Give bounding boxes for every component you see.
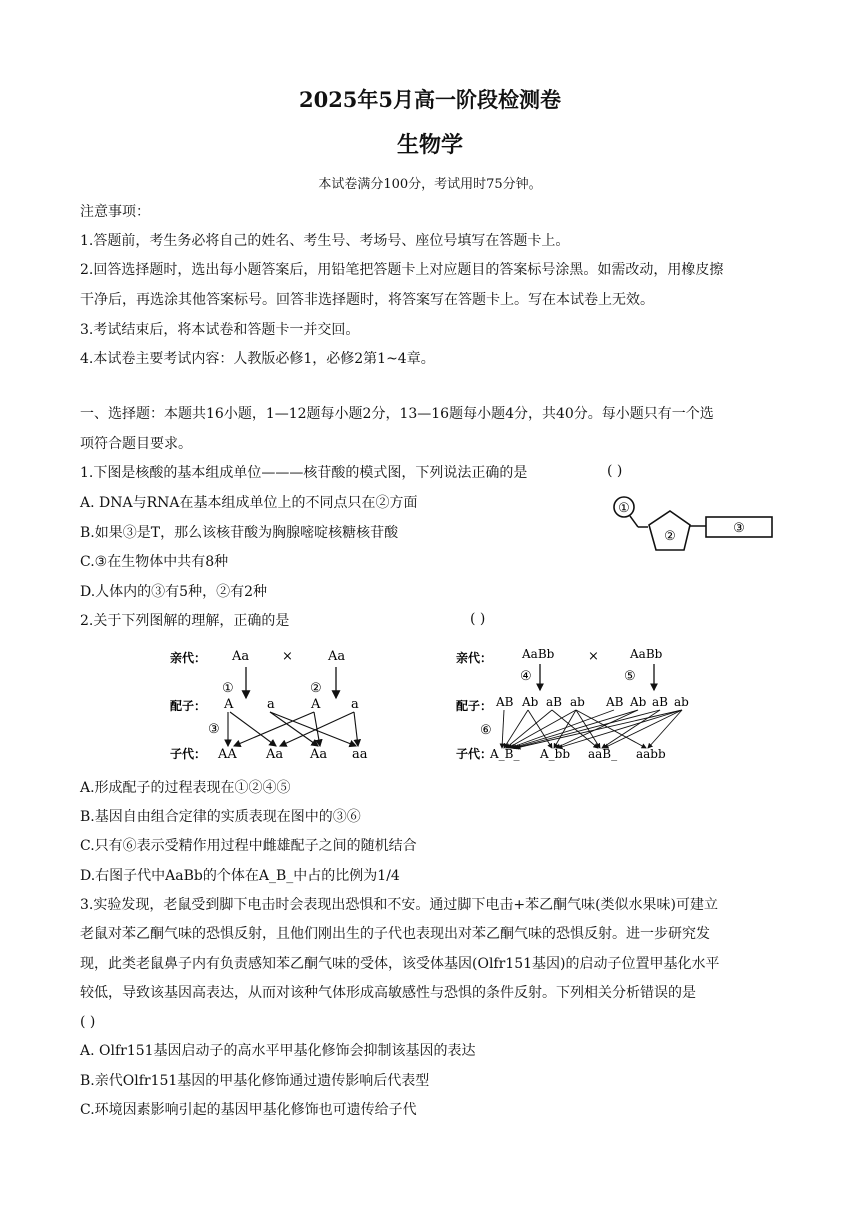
- q3-option-b: B.亲代Olfr151基因的甲基化修饰通过遗传影响后代表型: [80, 1073, 430, 1089]
- svg-text:Aa: Aa: [310, 747, 328, 762]
- svg-text:配子：: 配子：: [456, 699, 493, 713]
- q3-stem-line: 较低，导致该基因高表达，从而对该种气体形成高敏感性与恐惧的条件反射。下列相关分析错误的是: [80, 985, 696, 1001]
- svg-text:ab: ab: [674, 695, 689, 709]
- svg-text:Ab: Ab: [522, 695, 539, 709]
- q3-stem-line: 3.实验发现，老鼠受到脚下电击时会表现出恐惧和不安。通过脚下电击+苯乙酮气味(类似水果味)可建立: [80, 897, 719, 913]
- sugar-label: ②: [664, 529, 676, 544]
- q3-option-a: A. Olfr151基因启动子的高水平甲基化修饰会抑制该基因的表达: [80, 1043, 476, 1059]
- svg-text:Aa: Aa: [328, 649, 346, 664]
- exam-title: 2025年5月高一阶段检测卷: [298, 87, 562, 112]
- svg-text:a: a: [267, 697, 275, 712]
- notice-heading: 注意事项：: [80, 204, 150, 220]
- svg-text:AA: AA: [218, 747, 237, 762]
- q3-answer-paren: ( ): [80, 1014, 96, 1030]
- q2-option-c: C.只有⑥表示受精作用过程中雌雄配子之间的随机结合: [80, 838, 417, 854]
- svg-text:Aa: Aa: [266, 747, 284, 762]
- svg-text:AB: AB: [606, 695, 624, 709]
- exam-info: 本试卷满分100分，考试用时75分钟。: [318, 177, 542, 192]
- svg-text:Ab: Ab: [630, 695, 647, 709]
- svg-text:子代：: 子代：: [170, 747, 207, 761]
- svg-text:aa: aa: [352, 747, 368, 762]
- phosphate-label: ①: [618, 501, 630, 516]
- notice-item: 4.本试卷主要考试内容：人教版必修1，必修2第1~4章。: [80, 351, 435, 367]
- svg-text:③: ③: [208, 722, 220, 737]
- svg-text:子代：: 子代：: [456, 747, 493, 761]
- subject-title: 生物学: [396, 132, 463, 158]
- svg-text:配子：: 配子：: [170, 699, 207, 713]
- notice-item: 3.考试结束后，将本试卷和答题卡一并交回。: [80, 322, 360, 338]
- q1-option-d: D.人体内的③有5种，②有2种: [80, 584, 267, 600]
- q3-option-c: C.环境因素影响引起的基因甲基化修饰也可遗传给子代: [80, 1102, 417, 1118]
- svg-text:a: a: [351, 697, 359, 712]
- q1-option-a: A. DNA与RNA在基本组成单位上的不同点只在②方面: [80, 495, 418, 511]
- svg-text:亲代：: 亲代：: [170, 651, 207, 665]
- svg-text:aB: aB: [546, 695, 562, 709]
- base-label: ③: [733, 521, 745, 536]
- q2-option-b: B.基因自由组合定律的实质表现在图中的③⑥: [80, 809, 361, 825]
- q1-stem: 1.下图是核酸的基本组成单位———核苷酸的模式图，下列说法正确的是: [80, 465, 528, 481]
- svg-text:①: ①: [222, 681, 234, 696]
- svg-text:×: ×: [588, 649, 599, 664]
- svg-text:AaBb: AaBb: [630, 647, 663, 661]
- svg-text:⑤: ⑤: [624, 669, 636, 684]
- svg-text:A_bb: A_bb: [540, 747, 571, 761]
- q2-option-d: D.右图子代中AaBb的个体在A_B_中占的比例为1/4: [80, 868, 400, 884]
- notice-item: 2.回答选择题时，选出每小题答案后，用铅笔把答题卡上对应题目的答案标号涂黑。如需改动，用橡皮擦: [80, 262, 724, 278]
- svg-text:aaB_: aaB_: [588, 747, 618, 761]
- dihybrid-cross-diagram: [448, 640, 698, 770]
- svg-text:AaBb: AaBb: [522, 647, 555, 661]
- notice-item: 1.答题前，考生务必将自己的姓名、考生号、考场号、座位号填写在答题卡上。: [80, 233, 570, 249]
- q2-option-a: A.形成配子的过程表现在①②④⑤: [80, 780, 291, 796]
- svg-text:亲代：: 亲代：: [456, 651, 493, 665]
- svg-text:aB: aB: [652, 695, 668, 709]
- svg-text:×: ×: [282, 649, 293, 664]
- svg-text:ab: ab: [570, 695, 585, 709]
- q2-stem: 2.关于下列图解的理解，正确的是: [80, 613, 290, 629]
- section-heading-cont: 项符合题目要求。: [80, 436, 192, 452]
- svg-text:A_B_: A_B_: [490, 747, 520, 761]
- nucleotide-diagram: [608, 490, 788, 568]
- q1-option-b: B.如果③是T，那么该核苷酸为胸腺嘧啶核糖核苷酸: [80, 525, 399, 541]
- q3-stem-line: 老鼠对苯乙酮气味的恐惧反射，且他们刚出生的子代也表现出对苯乙酮气味的恐惧反射。进一步研究发: [80, 926, 710, 942]
- svg-text:aabb: aabb: [636, 747, 666, 761]
- q3-stem-line: 现，此类老鼠鼻子内有负责感知苯乙酮气味的受体，该受体基因(Olfr151基因)的启动子位置甲基化水平: [80, 956, 720, 972]
- monohybrid-cross-diagram: [160, 640, 380, 770]
- svg-text:②: ②: [310, 681, 322, 696]
- q1-answer-paren: ( ): [607, 463, 623, 479]
- q2-answer-paren: ( ): [470, 611, 486, 627]
- svg-text:⑥: ⑥: [480, 723, 492, 738]
- svg-text:A: A: [224, 697, 234, 712]
- svg-text:A: A: [311, 697, 321, 712]
- svg-text:AB: AB: [496, 695, 514, 709]
- notice-item: 干净后，再选涂其他答案标号。回答非选择题时，将答案写在答题卡上。写在本试卷上无效。: [80, 292, 654, 308]
- q1-option-c: C.③在生物体中共有8种: [80, 554, 229, 570]
- svg-text:Aa: Aa: [232, 649, 250, 664]
- svg-text:④: ④: [520, 669, 532, 684]
- section-heading: 一、选择题：本题共16小题，1—12题每小题2分，13—16题每小题4分，共40分。每小题只有一个选: [80, 406, 714, 422]
